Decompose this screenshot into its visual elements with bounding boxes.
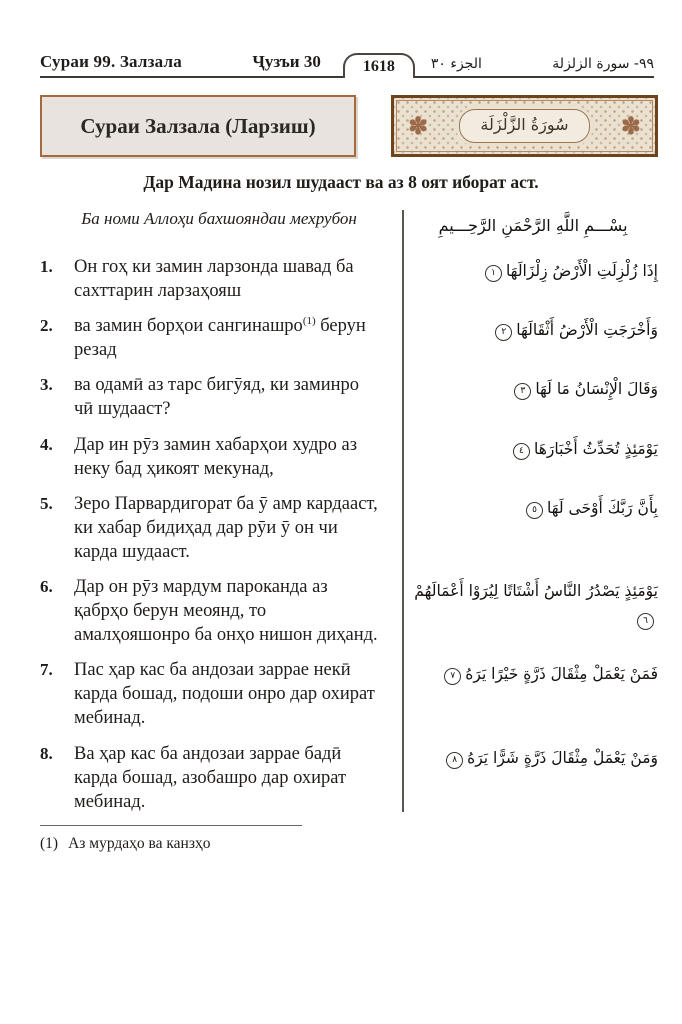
footnote-section	[40, 825, 658, 854]
surah-title-text: Сураи Залзала (Ларзиш)	[80, 113, 316, 138]
verse-row	[40, 742, 658, 814]
header-juz-arabic: الجزء ٣٠	[430, 56, 482, 72]
footnote-ref: (1)	[302, 315, 316, 328]
arabic-text: وَأَخْرَجَتِ الْأَرْضُ أَثْقَالَهَا	[516, 321, 658, 340]
verse-text-part: Зеро Парвардигорат ба ӯ амр кардааст, ки хабар бидиҳад дар рӯи ӯ он чи карда шудааст.	[74, 493, 378, 563]
verse-number: 2.	[40, 316, 53, 336]
verse-row	[40, 373, 658, 421]
arabic-text: إِذَا زُلْزِلَتِ الْأَرْضُ زِلْزَالَهَا	[505, 261, 658, 280]
verse-row	[40, 433, 658, 481]
revelation-note: Дар Мадина нозил шудааст ва аз 8 оят иборат аст.	[143, 172, 539, 192]
ayah-end-marker: ١	[485, 265, 502, 282]
header-surah-title: Сураи 99. Залзала	[40, 52, 182, 71]
verse-text-part: берун резад	[74, 316, 366, 361]
verse-number: 7.	[40, 660, 53, 680]
header-juz-label: Ҷузъи 30	[252, 52, 321, 71]
verse-arabic	[402, 433, 658, 464]
ayah-end-marker: ٨	[446, 752, 463, 769]
ayah-end-marker: ٧	[444, 668, 461, 685]
arabic-text: يَوْمَئِذٍ تُحَدِّثُ أَخْبَارَهَا	[533, 439, 658, 458]
ayah-end-marker: ٢	[495, 324, 512, 341]
page-number-tab: 1618	[343, 53, 415, 78]
ayah-end-marker: ٦	[637, 613, 654, 630]
verse-translation	[74, 658, 380, 730]
verse-arabic	[402, 373, 658, 404]
surah-name-arabic: سُورَةُ الزَّلْزَلَة	[480, 115, 569, 134]
column-divider	[402, 210, 404, 812]
bismillah-translation: Ба номи Аллоҳи бахшояндаи мехрубон	[81, 209, 357, 228]
verse-text-part: Пас ҳар кас ба андозаи заррае некӣ карда бошад, подоши онро дар охират мебинад.	[74, 660, 375, 729]
header-surah-title-arabic: ٩٩- سورة الزلزلة	[552, 56, 654, 72]
ayah-end-marker: ٣	[514, 383, 531, 400]
rosette-icon: ✽	[408, 112, 429, 140]
verse-number: 6.	[40, 577, 53, 597]
verse-arabic	[402, 314, 658, 345]
footnote-line	[40, 835, 658, 853]
verse-number: 1.	[40, 256, 53, 276]
surah-banner-row	[40, 95, 658, 157]
running-head	[40, 0, 654, 78]
verse-translation	[74, 742, 380, 814]
verse-number: 5.	[40, 493, 53, 513]
verse-translation	[74, 575, 380, 647]
verse-translation	[74, 314, 380, 362]
verse-row	[40, 575, 658, 647]
ayah-end-marker: ٤	[513, 443, 530, 460]
surah-ornament-panel	[391, 95, 658, 157]
arabic-text: وَقَالَ الْإِنْسَانُ مَا لَهَا	[535, 380, 658, 399]
verse-arabic	[402, 255, 658, 286]
surah-name-cartouche	[459, 109, 589, 143]
arabic-text: بِأَنَّ رَبَّكَ أَوْحَى لَهَا	[547, 498, 658, 517]
verse-text-part: Он гоҳ ки замин ларзонда шавад ба сахттарин ларзаҳояш	[74, 256, 354, 301]
footnote-text: Аз мурдаҳо ва канзҳо	[68, 835, 211, 853]
verse-arabic	[402, 658, 658, 689]
verse-text-part: Ва ҳар кас ба андозаи заррае бадӣ карда бошад, азобашро дар охират мебинад.	[74, 743, 347, 812]
verse-row	[40, 255, 658, 303]
verse-number: 8.	[40, 743, 53, 763]
bismillah-arabic: بِسْـــمِ اللَّهِ الرَّحْمَنِ الرَّحِـــيمِ	[438, 216, 628, 235]
rosette-icon: ✽	[620, 112, 641, 140]
arabic-text: فَمَنْ يَعْمَلْ مِثْقَالَ ذَرَّةٍ خَيْرًا يَرَهُ	[465, 665, 658, 684]
verse-arabic	[402, 575, 658, 634]
verse-translation	[74, 492, 380, 564]
verses-section	[40, 206, 658, 814]
verse-text-part: ва одамӣ аз тарс бигӯяд, ки заминро чӣ шудааст?	[74, 375, 360, 420]
verse-translation	[74, 373, 380, 421]
verse-arabic	[402, 742, 658, 773]
verse-row	[40, 314, 658, 362]
footnote-separator	[40, 825, 302, 827]
footnote-marker: (1)	[40, 835, 59, 853]
verse-text-part: Дар он рӯз мардум пароканда аз қабрҳо берун меоянд, то амалҳояшонро ба онҳо нишон диҳанд.	[74, 577, 378, 646]
verse-translation	[74, 255, 380, 303]
bismillah-row	[40, 206, 658, 241]
arabic-text: يَوْمَئِذٍ يَصْدُرُ النَّاسُ أَشْتَاتًا لِيُرَوْا أَعْمَالَهُمْ	[414, 582, 658, 601]
verse-text-part: Дар ин рӯз замин хабарҳои худро аз неку бад ҳикоят мекунад,	[74, 434, 358, 479]
verse-number: 4.	[40, 434, 53, 454]
verse-arabic	[402, 492, 658, 523]
verse-row	[40, 492, 658, 564]
surah-title-box	[40, 95, 356, 157]
verse-text-part: ва замин борҳои сангинашро	[74, 316, 303, 337]
verse-number: 3.	[40, 375, 53, 395]
ayah-end-marker: ٥	[526, 502, 543, 519]
verse-row	[40, 658, 658, 730]
verse-translation	[74, 433, 380, 481]
arabic-text: وَمَنْ يَعْمَلْ مِثْقَالَ ذَرَّةٍ شَرًّا يَرَهُ	[467, 748, 658, 767]
